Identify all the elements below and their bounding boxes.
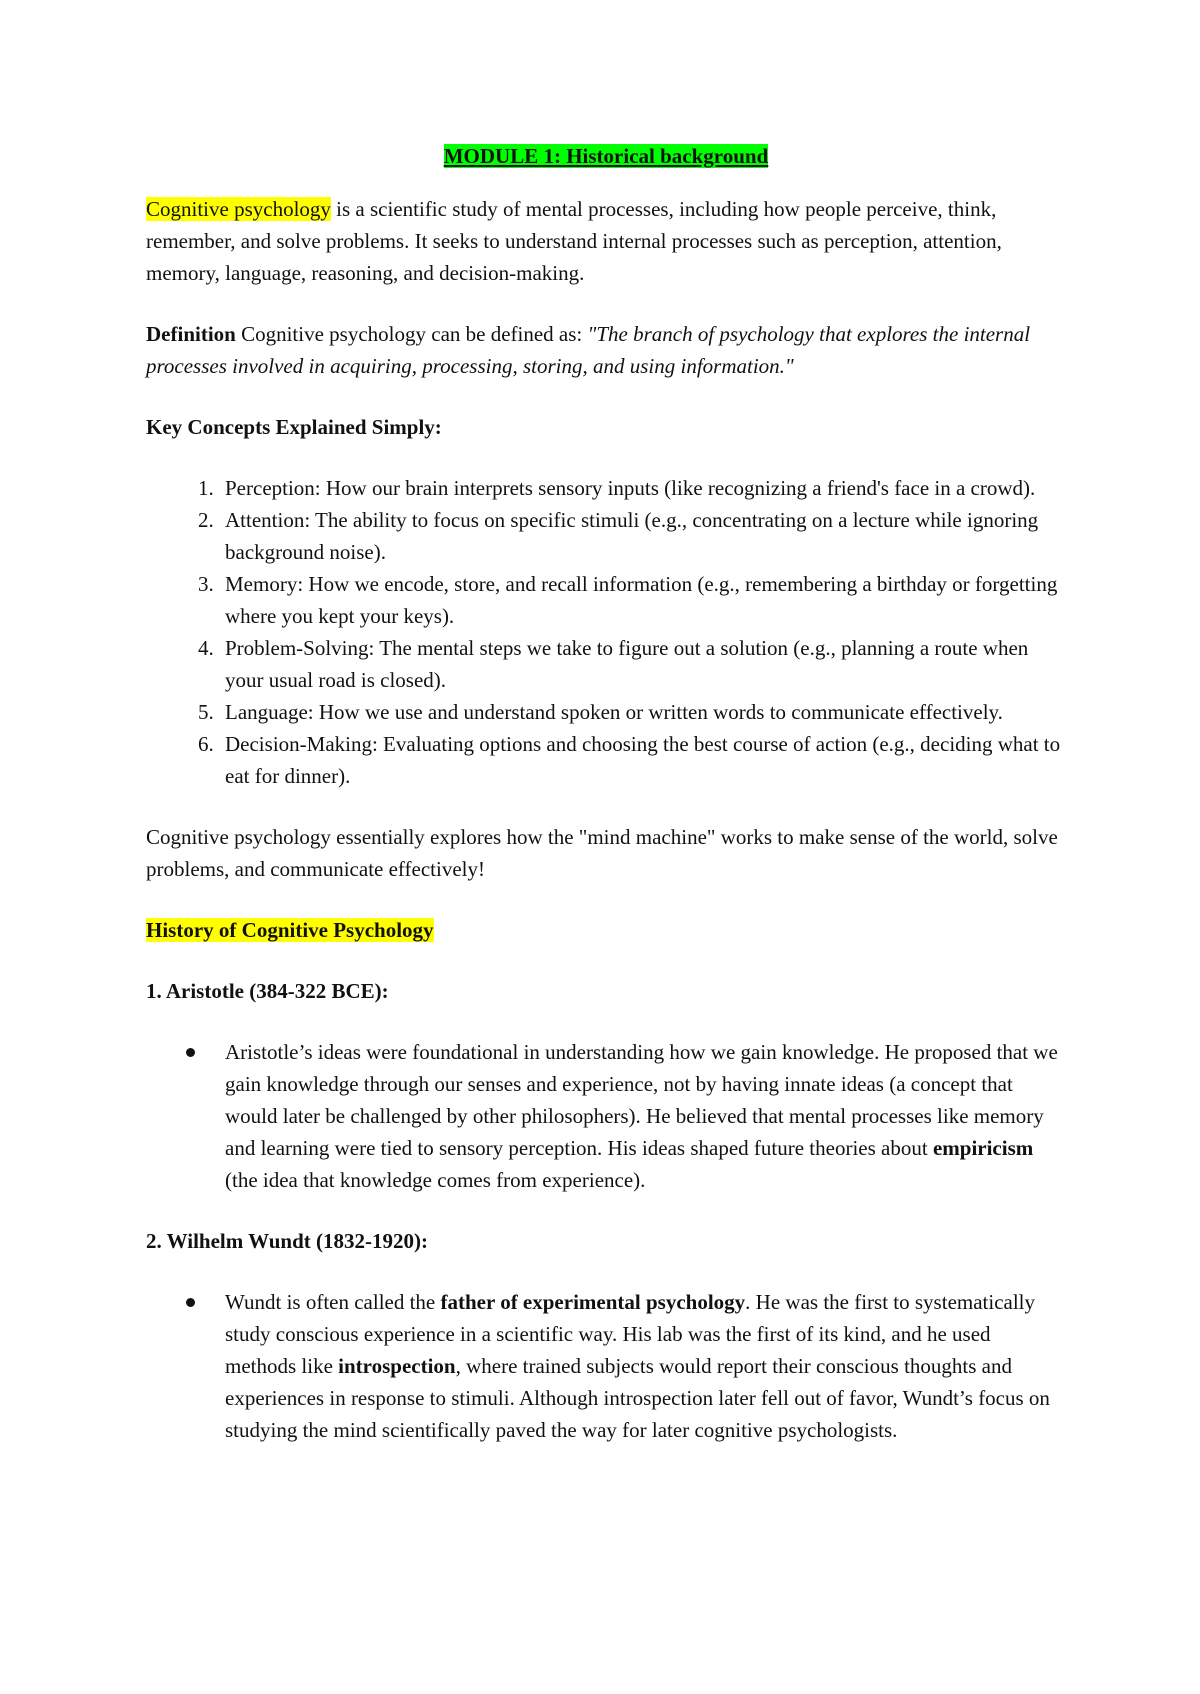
history-heading: History of Cognitive Psychology xyxy=(146,918,434,942)
aristotle-bullets xyxy=(146,1036,1066,1196)
definition-paragraph: Definition Cognitive psychology can be defined as: "The branch of psychology that explores the internal processes involved in acquiring, processing, storing, and using information." xyxy=(146,322,1031,378)
wundt-bullets xyxy=(146,1286,1066,1446)
wundt-heading: 2. Wilhelm Wundt (1832-1920): xyxy=(146,1229,428,1253)
list-item: 1. Perception: How our brain interprets sensory inputs (like recognizing a friend's face in a crowd). xyxy=(219,472,1066,504)
module-title: MODULE 1: Historical background xyxy=(443,144,769,168)
bullet-icon xyxy=(186,1048,195,1057)
list-item: Wundt is often called the father of experimental psychology. He was the first to systematically study conscious experience in a scientific way. His lab was the first of its kind, and he used methods like introspection, where trained subjects would report their conscious thoughts and experiences in response to stimuli. Although introspection later fell out of favor, Wundt’s focus on studying the mind scientifically paved the way for later cognitive psychologists. xyxy=(219,1286,1066,1446)
list-item: Aristotle’s ideas were foundational in understanding how we gain knowledge. He proposed that we gain knowledge through our senses and experience, not by having innate ideas (a concept that would later be challenged by other philosophers). He believed that mental processes like memory and learning were tied to sensory perception. His ideas shaped future theories about empiricism (the idea that knowledge comes from experience). xyxy=(219,1036,1066,1196)
summary-paragraph: Cognitive psychology essentially explores how the "mind machine" works to make sense of the world, solve problems, and communicate effectively! xyxy=(146,825,1058,881)
list-item: 3. Memory: How we encode, store, and recall information (e.g., remembering a birthday or forgetting where you kept your keys). xyxy=(219,568,1066,632)
key-concepts-list xyxy=(146,472,1066,792)
list-item: 2. Attention: The ability to focus on specific stimuli (e.g., concentrating on a lecture while ignoring background noise). xyxy=(219,504,1066,568)
key-concepts-heading: Key Concepts Explained Simply: xyxy=(146,415,442,439)
intro-paragraph: Cognitive psychology is a scientific study of mental processes, including how people perceive, think, remember, and solve problems. It seeks to understand internal processes such as perception, attention, memory, language, reasoning, and decision-making. xyxy=(146,197,1002,285)
highlighted-term: Cognitive psychology xyxy=(146,197,331,221)
aristotle-heading: 1. Aristotle (384-322 BCE): xyxy=(146,979,389,1003)
definition-label: Definition xyxy=(146,322,236,346)
list-item: 6. Decision-Making: Evaluating options and choosing the best course of action (e.g., deciding what to eat for dinner). xyxy=(219,728,1066,792)
list-item: 4. Problem-Solving: The mental steps we take to figure out a solution (e.g., planning a route when your usual road is closed). xyxy=(219,632,1066,696)
definition-quote: "The branch of psychology that explores the internal processes involved in acquiring, processing, storing, and using information." xyxy=(146,322,1031,378)
bullet-icon xyxy=(186,1298,195,1307)
list-item: 5. Language: How we use and understand spoken or written words to communicate effectively. xyxy=(219,696,1066,728)
